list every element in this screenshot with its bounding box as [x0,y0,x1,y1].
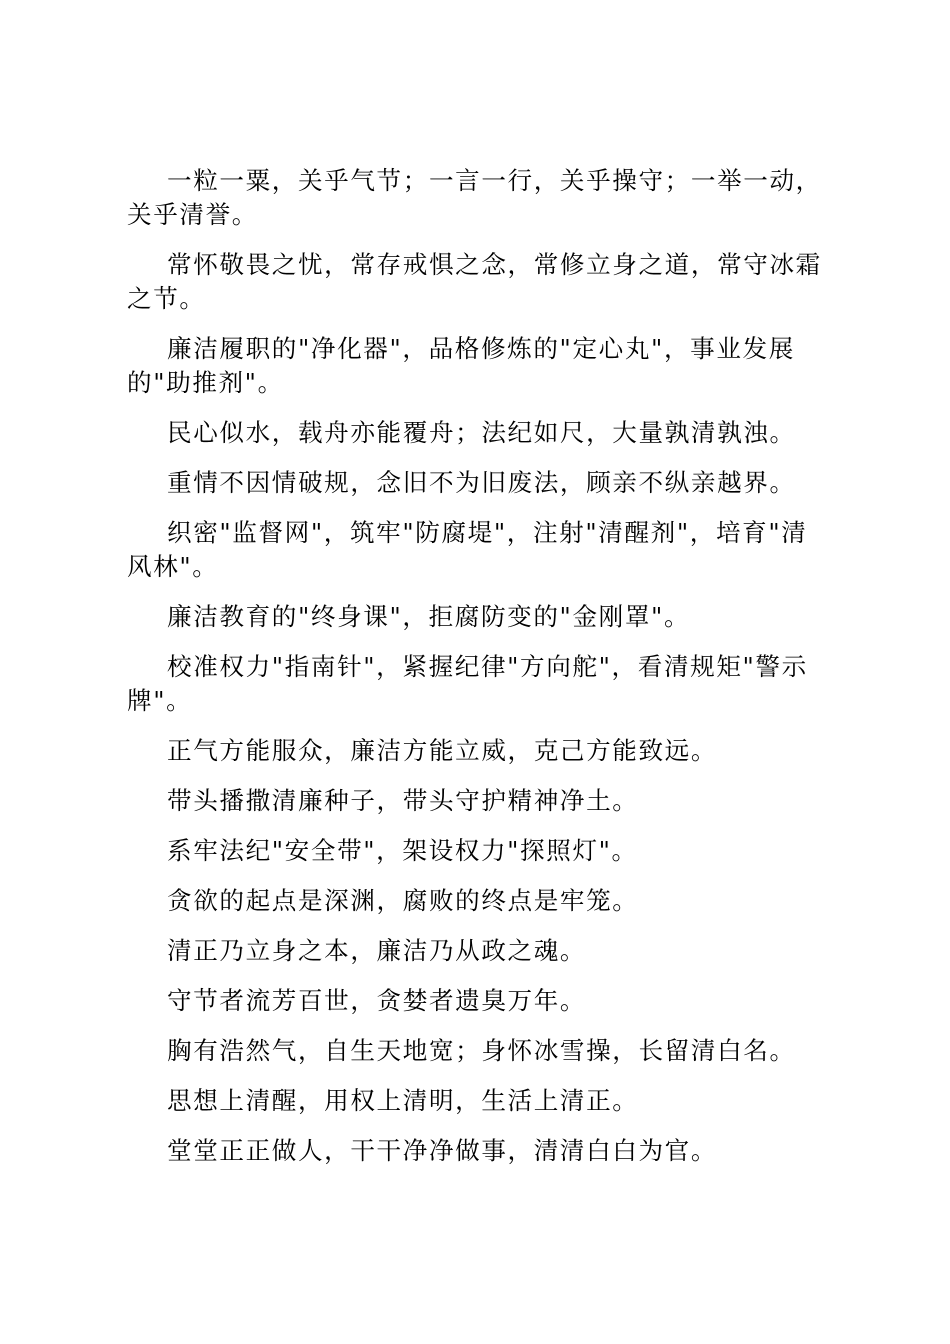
document-body [127,164,833,1168]
paragraph: 重情不因情破规，念旧不为旧废法，顾亲不纵亲越界。 [167,468,796,497]
paragraph: 常怀敬畏之忧，常存戒惧之念，常修立身之道，常守冰霜之节。 [127,250,822,313]
paragraph: 清正乃立身之本，廉洁乃从政之魂。 [167,936,587,965]
paragraph: 正气方能服众，廉洁方能立威，克己方能致远。 [167,736,718,765]
paragraph: 堂堂正正做人，干干净净做事，清清白白为官。 [167,1136,718,1165]
paragraph: 廉洁履职的"净化器"，品格修炼的"定心丸"，事业发展的"助推剂"。 [127,334,795,397]
paragraph: 守节者流芳百世，贪婪者遗臭万年。 [167,986,587,1015]
paragraph: 贪欲的起点是深渊，腐败的终点是牢笼。 [167,886,639,915]
paragraph: 廉洁教育的"终身课"，拒腐防变的"金刚罩"。 [167,602,691,631]
paragraph: 系牢法纪"安全带"，架设权力"探照灯"。 [167,836,638,865]
paragraph: 思想上清醒，用权上清明，生活上清正。 [167,1086,639,1115]
paragraph: 一粒一粟，关乎气节；一言一行，关乎操守；一举一动，关乎清誉。 [127,166,822,229]
paragraph: 民心似水，载舟亦能覆舟；法纪如尺，大量孰清孰浊。 [167,418,796,447]
paragraph: 胸有浩然气，自生天地宽；身怀冰雪操，长留清白名。 [167,1036,796,1065]
paragraph: 校准权力"指南针"，紧握纪律"方向舵"，看清规矩"警示牌"。 [127,652,808,715]
paragraph: 带头播撒清廉种子，带头守护精神净土。 [167,786,639,815]
paragraph: 织密"监督网"，筑牢"防腐堤"，注射"清醒剂"，培育"清风林"。 [127,518,808,581]
